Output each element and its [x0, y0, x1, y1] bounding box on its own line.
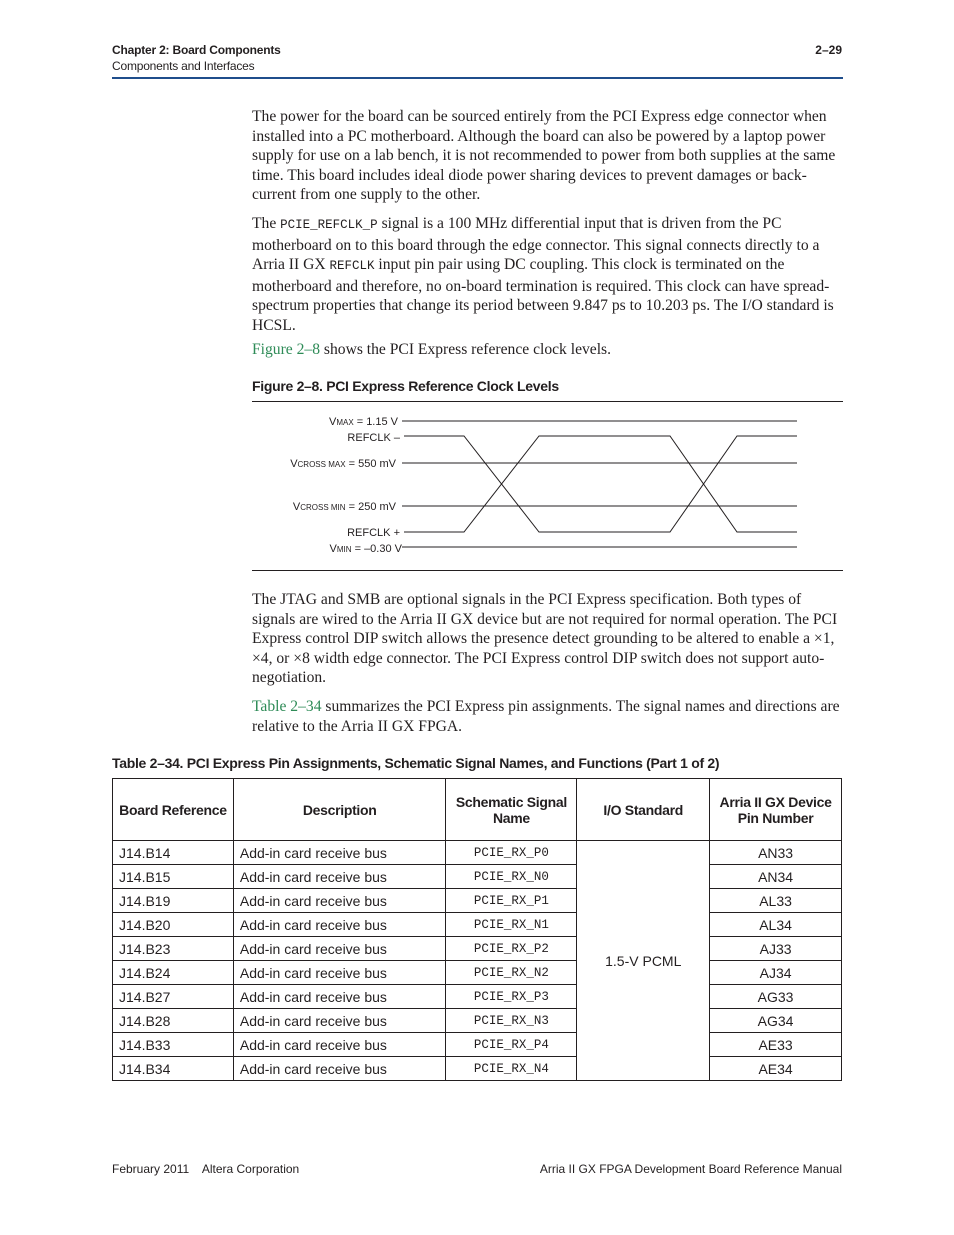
table-row — [113, 1057, 842, 1081]
cell-pin-number: AG33 — [710, 985, 842, 1009]
cell-pin-number: AJ33 — [710, 937, 842, 961]
cell-pin-number: AL33 — [710, 889, 842, 913]
cell-description: Add-in card receive bus — [233, 985, 446, 1009]
cell-description: Add-in card receive bus — [233, 1009, 446, 1033]
label-vcross-max-v: V — [290, 458, 298, 470]
cell-board-reference: J14.B27 — [113, 985, 234, 1009]
table-row — [113, 961, 842, 985]
table-row — [113, 985, 842, 1009]
cell-signal-name: PCIE_RX_N4 — [446, 1057, 577, 1081]
table-row — [113, 913, 842, 937]
label-vcross-max-sub: CROSS MAX — [297, 460, 346, 469]
label-vmax-v: V — [328, 416, 337, 428]
cell-pin-number: AE34 — [710, 1057, 842, 1081]
pin-assignment-table — [112, 778, 842, 1081]
label-vcross-max — [290, 458, 396, 470]
signal-pcie-refclk-p: PCIE_REFCLK_P — [280, 218, 378, 232]
cell-signal-name: PCIE_RX_P3 — [446, 985, 577, 1009]
paragraph-figure-ref — [252, 340, 844, 360]
cell-description: Add-in card receive bus — [233, 937, 446, 961]
label-vcross-min-v: V — [292, 501, 301, 513]
cell-signal-name: PCIE_RX_P0 — [446, 841, 577, 865]
signal-refclk: REFCLK — [329, 259, 375, 274]
cell-signal-name: PCIE_RX_N3 — [446, 1009, 577, 1033]
level-labels — [290, 416, 402, 555]
para3-text: shows the PCI Express reference clock levels. — [320, 341, 612, 358]
figure-2-8-link[interactable]: Figure 2–8 — [252, 341, 321, 358]
label-vcross-min-sub: CROSS MIN — [300, 503, 346, 512]
cell-board-reference: J14.B28 — [113, 1009, 234, 1033]
cell-pin-number: AE33 — [710, 1033, 842, 1057]
para2-text-1: The — [252, 215, 281, 232]
table-header-row — [113, 779, 842, 841]
cell-signal-name: PCIE_RX_P2 — [446, 937, 577, 961]
cell-board-reference: J14.B23 — [113, 937, 234, 961]
header-description: Description — [233, 779, 446, 841]
header-section: Components and Interfaces — [112, 59, 255, 73]
paragraph-table-ref-text — [252, 697, 844, 736]
label-refclk-plus: REFCLK + — [347, 527, 400, 539]
footer-manual-title: Arria II GX FPGA Development Board Reference Manual — [539, 1162, 842, 1176]
paragraph-refclk — [252, 214, 844, 336]
cell-description: Add-in card receive bus — [233, 865, 446, 889]
header-page-number: 2–29 — [815, 43, 842, 57]
cell-signal-name: PCIE_RX_P1 — [446, 889, 577, 913]
cell-description: Add-in card receive bus — [233, 961, 446, 985]
figure-title: Figure 2–8. PCI Express Reference Clock Levels — [252, 378, 559, 394]
waveform-refclk-minus — [404, 436, 797, 532]
cell-board-reference: J14.B19 — [113, 889, 234, 913]
paragraph-power — [252, 107, 844, 205]
cell-board-reference: J14.B15 — [113, 865, 234, 889]
header-rule — [112, 77, 843, 79]
cell-description: Add-in card receive bus — [233, 913, 446, 937]
header-io-standard: I/O Standard — [577, 779, 710, 841]
paragraph-jtag — [252, 590, 844, 688]
footer-date-company: February 2011 Altera Corporation — [112, 1162, 300, 1176]
label-vmin-v: V — [329, 543, 337, 555]
label-vcross-max-value: = 550 mV — [345, 458, 396, 470]
label-vmin-value: = –0.30 V — [351, 543, 402, 555]
cell-io-standard: 1.5-V PCML — [577, 841, 710, 1081]
header-schematic-signal-name: Schematic Signal Name — [446, 779, 577, 841]
para2-text-2: signal is a 100 MHz differential input that is driven from the PC motherboard on to this board through the edge connector. This signal connects directly to a Arria II GX — [252, 215, 820, 274]
cell-board-reference: J14.B24 — [113, 961, 234, 985]
table-2-34-link[interactable]: Table 2–34 — [252, 698, 322, 715]
table-row — [113, 841, 842, 865]
cell-description: Add-in card receive bus — [233, 841, 446, 865]
paragraph-jtag-text: The JTAG and SMB are optional signals in the PCI Express specification. Both types of signals are wired to the Arria II GX device but are not required for normal operation. The PCI Express control DIP switch allows the presence detect grounding to be altered to enable a ×1, ×4, or ×8 width edge connector. The PCI Express control DIP switch does not support auto-negotiation. — [252, 591, 838, 687]
table-row — [113, 1033, 842, 1057]
cell-pin-number: AJ34 — [710, 961, 842, 985]
table-row — [113, 865, 842, 889]
cell-signal-name: PCIE_RX_P4 — [446, 1033, 577, 1057]
paragraph-refclk-text — [252, 214, 844, 336]
header-chapter: Chapter 2: Board Components — [112, 43, 281, 57]
label-vmin-sub: MIN — [336, 545, 352, 554]
label-vmax-sub: MAX — [336, 418, 354, 427]
cell-board-reference: J14.B34 — [113, 1057, 234, 1081]
label-vmax — [329, 416, 399, 428]
cell-description: Add-in card receive bus — [233, 889, 446, 913]
header-board-reference: Board Reference — [113, 779, 234, 841]
cell-signal-name: PCIE_RX_N0 — [446, 865, 577, 889]
label-vcross-min-value: = 250 mV — [345, 501, 396, 513]
cell-board-reference: J14.B20 — [113, 913, 234, 937]
waveform-refclk-plus — [404, 436, 797, 532]
label-vmin — [330, 543, 403, 555]
cell-description: Add-in card receive bus — [233, 1057, 446, 1081]
paragraph-figure-ref-text — [252, 340, 844, 360]
table-row — [113, 937, 842, 961]
para5-text: summarizes the PCI Express pin assignments. The signal names and directions are relative to the Arria II GX FPGA. — [252, 698, 840, 735]
cell-description: Add-in card receive bus — [233, 1033, 446, 1057]
label-vmax-value: = 1.15 V — [353, 416, 398, 428]
label-vcross-min — [293, 501, 397, 513]
paragraph-power-text: The power for the board can be sourced entirely from the PCI Express edge connector when installed into a PC motherboard. Although the board can also be powered by a laptop power supply for use on a lab bench, it is not recommended to power from both supplies at the same time. This board includes ideal diode power sharing devices to prevent damages or back-current from one supply to the other. — [252, 108, 836, 204]
cell-pin-number: AG34 — [710, 1009, 842, 1033]
cell-board-reference: J14.B14 — [113, 841, 234, 865]
clock-level-diagram — [252, 402, 843, 570]
cell-signal-name: PCIE_RX_N1 — [446, 913, 577, 937]
cell-signal-name: PCIE_RX_N2 — [446, 961, 577, 985]
cell-pin-number: AN34 — [710, 865, 842, 889]
paragraph-table-ref — [252, 697, 844, 736]
cell-pin-number: AN33 — [710, 841, 842, 865]
para2-text-3: input pin pair using DC coupling. This clock is terminated on the motherboard and therefore, no on-board termination is required. This clock can have spread-spectrum properties that change its period between 9.847 ps to 10.203 ps. The I/O standard is HCSL. — [252, 256, 834, 334]
table-title: Table 2–34. PCI Express Pin Assignments, Schematic Signal Names, and Functions (Part 1 of 2) — [112, 755, 720, 771]
figure-bottom-rule — [252, 570, 843, 571]
table-row — [113, 889, 842, 913]
cell-pin-number: AL34 — [710, 913, 842, 937]
header-device-pin-number: Arria II GX Device Pin Number — [710, 779, 842, 841]
label-refclk-minus: REFCLK – — [347, 432, 400, 444]
table-row — [113, 1009, 842, 1033]
cell-board-reference: J14.B33 — [113, 1033, 234, 1057]
